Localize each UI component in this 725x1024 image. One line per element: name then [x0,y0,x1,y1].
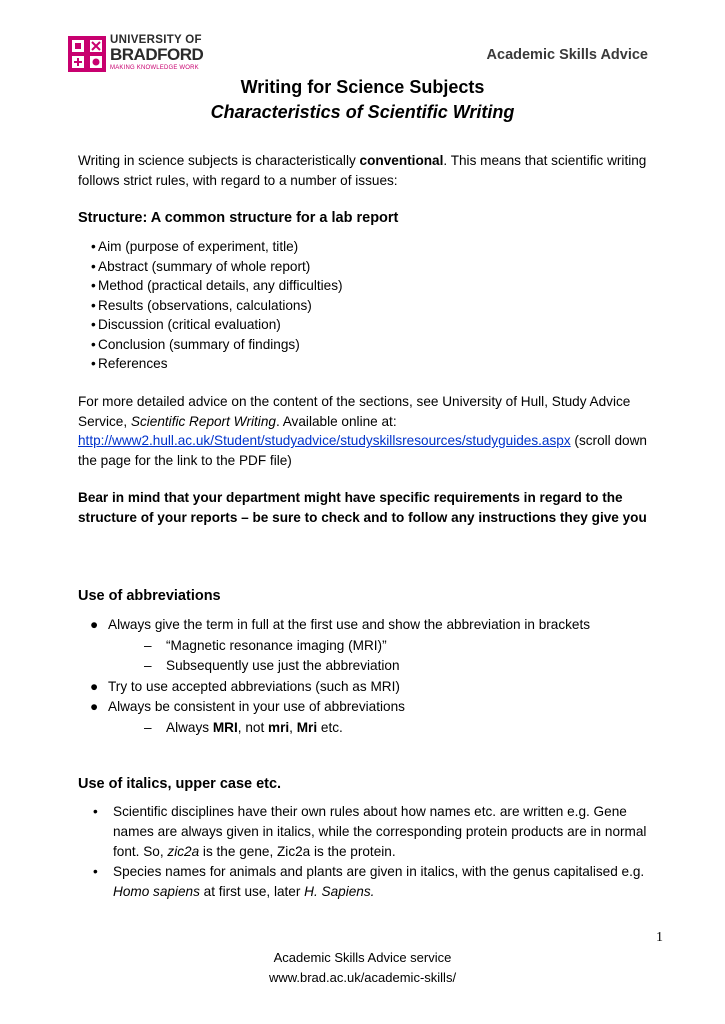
italics-list [78,802,668,902]
list-subitem: – “Magnetic resonance imaging (MRI)” [144,637,387,653]
university-logo [68,28,218,76]
abbreviations-heading: Use of abbreviations [78,588,221,604]
report-title: Scientific Report Writing [130,413,276,429]
species-name: Homo sapiens [113,884,200,899]
list-item: • References [91,356,168,371]
structure-heading: Structure: A common structure for a lab report [78,210,399,226]
list-item: • Abstract (summary of whole report) [91,258,311,274]
list-subitem: – Always MRI, not mri, Mri etc. [144,719,343,735]
intro-paragraph: Writing in science subjects is characteristically conventional. This means that scientific writing follows strict rules, with regard to a number of issues: [78,153,647,188]
page-subtitle: Characteristics of Scientific Writing [210,102,515,122]
abbreviations-list [78,615,658,738]
page-title: Writing for Science Subjects [240,77,485,97]
list-item: ● Always be consistent in your use of abbreviations [90,699,405,714]
italics-heading: Use of italics, upper case etc. [78,776,282,792]
bear-in-mind-note: Bear in mind that your department might have specific requirements in regard to the structure of your reports – be sure to check and to follow any instructions they give you [78,490,647,525]
list-item: ● Always give the term in full at the first use and show the abbreviation in brackets [90,617,591,632]
list-item: • Aim (purpose of experiment, title) [91,239,299,254]
advice-paragraph: For more detailed advice on the content of the sections, see University of Hull, Study Advice Service, Scientific Report Writing. Available online at: http://www2.hull.ac.uk/Student/studyadvice/studyskillsresources/studyguides.aspx (scroll down the page for the link to the PDF file) [78,394,647,468]
logo-line-2: BRADFORD [110,45,204,64]
list-item: • Scientific disciplines have their own rules about how names etc. are written e.g. Gene names are always given in italics, while the corresponding protein products are in normal font. So, zic2a is the gene, Zic2a is the protein. [93,804,647,859]
logo-tagline: MAKING KNOWLEDGE WORK [110,65,199,71]
list-item: • Method (practical details, any difficulties) [91,278,343,293]
list-item: ● Try to use accepted abbreviations (such as MRI) [90,678,400,694]
species-abbrev: H. Sapiens. [304,884,375,899]
list-subitem: – Subsequently use just the abbreviation [144,658,400,673]
header-label: Academic Skills Advice [486,47,648,63]
gene-name: zic2a [167,844,200,859]
bradford-crest-icon [68,36,106,72]
list-item: • Species names for animals and plants are given in italics, with the genus capitalised e.g. Homo sapiens at first use, later H. Sapiens. [93,864,645,899]
footer-line-2: www.brad.ac.uk/academic-skills/ [268,970,457,985]
structure-list [78,237,343,374]
list-item: • Results (observations, calculations) [91,297,312,313]
logo-line-1: UNIVERSITY OF [110,34,202,46]
intro-bold-term: conventional [359,153,444,168]
footer-line-1: Academic Skills Advice service [273,950,452,965]
list-item: • Discussion (critical evaluation) [91,317,281,332]
hull-study-guides-link[interactable]: http://www2.hull.ac.uk/Student/studyadvice/studyskillsresources/studyguides.aspx [78,433,571,448]
list-item: • Conclusion (summary of findings) [91,336,300,352]
page-number: 1 [656,930,663,945]
footer [0,948,725,988]
